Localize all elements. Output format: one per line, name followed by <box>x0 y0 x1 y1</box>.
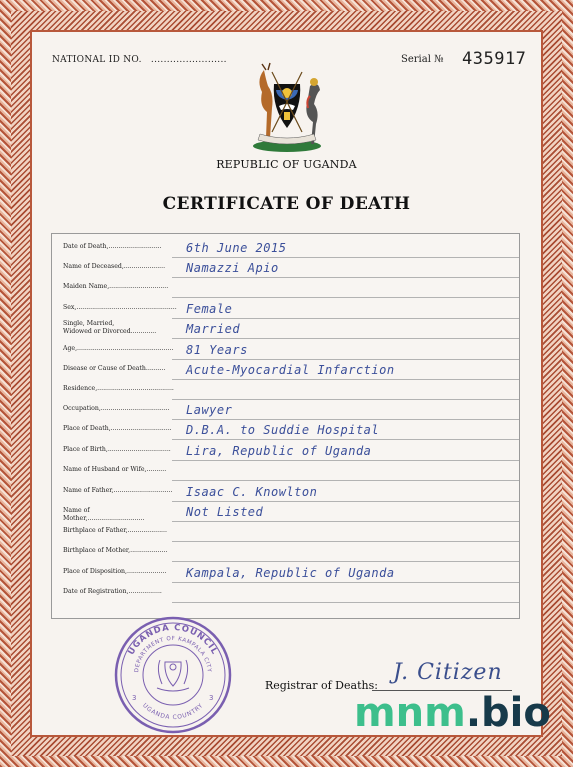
field-row-place-of-death <box>52 420 519 440</box>
field-label: Place of Birth,................................ <box>63 446 171 453</box>
field-row-father-birthplace <box>52 522 519 542</box>
field-value: D.B.A. to Suddie Hospital <box>186 423 380 437</box>
coat-of-arms-icon <box>244 62 330 158</box>
field-label: Single, Married, Widowed or Divorced............. <box>63 320 157 335</box>
field-row-place-of-birth <box>52 441 519 461</box>
stamp-emblem-icon <box>157 660 189 691</box>
field-label: Name of Father,.............................. <box>63 487 173 494</box>
stamp-left-number: 3 <box>132 694 137 702</box>
stamp-top-text: UGANDA COUNCIL <box>126 622 220 657</box>
field-line <box>172 297 519 298</box>
field-label: Maiden Name,.............................. <box>63 283 169 290</box>
serial-number: 435917 <box>462 49 527 69</box>
field-label: Name of Deceased,..................... <box>63 263 166 270</box>
field-row-mother-name <box>52 502 519 522</box>
field-value: 6th June 2015 <box>186 241 287 255</box>
field-label: Age,................................................. <box>63 345 174 352</box>
field-label: Disease or Cause of Death.......... <box>63 365 166 372</box>
field-row-date-of-registration <box>52 583 519 603</box>
stamp-bottom-text: UGANDA COUNTRY <box>141 701 205 722</box>
field-value: Kampala, Republic of Uganda <box>186 566 395 580</box>
field-label: Birthplace of Father,.................... <box>63 527 167 534</box>
field-line <box>172 561 519 562</box>
field-row-place-of-disposition <box>52 563 519 583</box>
council-stamp <box>112 614 234 736</box>
field-line <box>172 480 519 481</box>
field-line <box>172 602 519 603</box>
field-label: Place of Disposition,.................... <box>63 568 167 575</box>
field-value: Female <box>186 302 233 316</box>
field-value: 81 Years <box>186 343 248 357</box>
site-watermark <box>354 690 551 736</box>
watermark-part-a: mnm <box>354 690 466 736</box>
field-value: Lira, Republic of Uganda <box>186 444 372 458</box>
field-row-maiden-name <box>52 278 519 298</box>
field-label: Name of Mother,............................. <box>63 507 145 522</box>
field-row-cause-of-death <box>52 360 519 380</box>
field-row-sex <box>52 299 519 319</box>
field-value: Married <box>186 322 241 336</box>
watermark-part-b: .bio <box>465 690 551 736</box>
field-label: Birthplace of Mother,................... <box>63 547 168 554</box>
field-label: Date of Registration,................. <box>63 588 162 595</box>
field-line <box>172 338 519 339</box>
serial-label: Serial № <box>401 54 444 65</box>
republic-heading: REPUBLIC OF UGANDA <box>216 158 357 171</box>
field-label: Residence,....................................... <box>63 385 174 392</box>
national-id-text: NATIONAL ID NO. <box>52 55 142 65</box>
registrar-signature: J. Citizen <box>393 660 503 685</box>
death-record-form <box>51 233 520 619</box>
field-row-spouse-name <box>52 461 519 481</box>
field-label: Sex,................................................... <box>63 304 177 311</box>
field-row-occupation <box>52 400 519 420</box>
field-value: Namazzi Apio <box>186 261 279 275</box>
field-row-father-name <box>52 482 519 502</box>
certificate-title: CERTIFICATE OF DEATH <box>162 194 411 214</box>
national-id-label <box>52 55 227 65</box>
field-row-mother-birthplace <box>52 542 519 562</box>
field-line <box>172 439 519 440</box>
field-label: Place of Death,............................... <box>63 425 172 432</box>
field-row-age <box>52 340 519 360</box>
field-row-date-of-death <box>52 238 519 258</box>
field-row-name-of-deceased <box>52 258 519 278</box>
field-row-residence <box>52 380 519 400</box>
field-value: Acute-Myocardial Infarction <box>186 363 395 377</box>
field-value: Isaac C. Knowlton <box>186 485 318 499</box>
registrar-label: Registrar of Deaths: <box>265 679 378 692</box>
field-value: Not Listed <box>186 505 264 519</box>
field-row-marital-status <box>52 319 519 339</box>
field-label: Occupation,................................... <box>63 405 170 412</box>
national-id-dots: ........................ <box>150 55 227 65</box>
stamp-right-number: 3 <box>209 694 214 702</box>
field-label: Name of Husband or Wife,.......... <box>63 466 167 473</box>
field-label: Date of Death,........................... <box>63 243 162 250</box>
stamp-ring-text: DEPARTMENT OF KAMPALA CITY <box>134 635 212 673</box>
field-value: Lawyer <box>186 403 233 417</box>
